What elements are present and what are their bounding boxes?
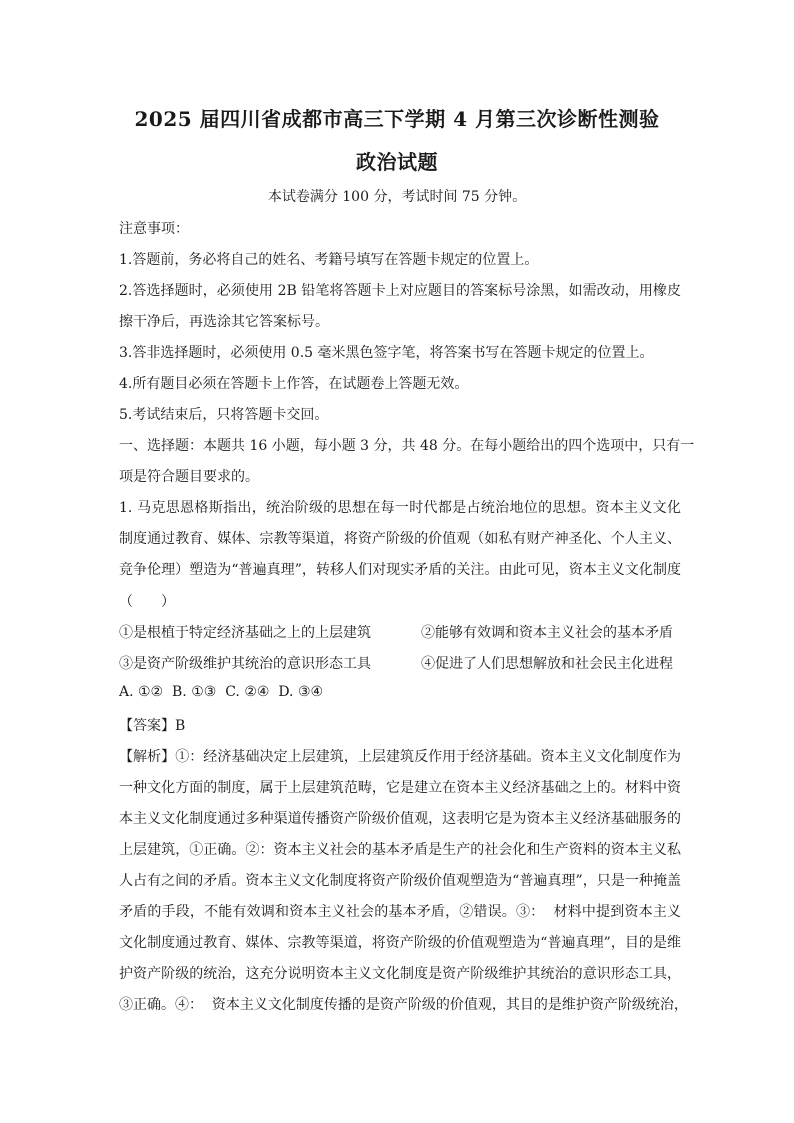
section-heading: 一、选择题：本题共 16 小题，每小题 3 分，共 48 分。在每小题给出的四个选项中，只有一 (119, 438, 695, 454)
statement-option: ④促进了人们思想解放和社会民主化进程 (421, 656, 673, 672)
notice-item-continued: 擦干净后，再选涂其它答案标号。 (119, 314, 329, 330)
analysis-line: 矛盾的手段，不能有效调和资本主义社会的基本矛盾，②错误。③： 材料中提到资本主义 (119, 904, 681, 920)
analysis-line: 本主义文化制度通过多种渠道传播资产阶级价值观，这表明它是为资本主义经济基础服务的 (119, 811, 681, 827)
document-subtitle: 政治试题 (356, 150, 438, 174)
analysis-line: ③正确。④： 资本主义文化制度传播的是资产阶级的价值观，其目的是维护资产阶级统治， (119, 997, 688, 1013)
analysis-line: 上层建筑，①正确。②：资本主义社会的基本矛盾是生产的社会化和生产资料的资本主义私 (119, 842, 681, 858)
question-stem: 竞争伦理）塑造为“普遍真理”，转移人们对现实矛盾的关注。由此可见，资本主义文化制度 (119, 562, 681, 578)
notice-item: 2.答选择题时，必须使用 2B 铅笔将答题卡上对应题目的答案标号涂黑，如需改动，用橡皮 (119, 283, 681, 299)
question-stem: 制度通过教育、媒体、宗教等渠道，将资产阶级的价值观（如私有财产神圣化、个人主义、 (119, 531, 681, 547)
analysis-line: 【解析】①：经济基础决定上层建筑，上层建筑反作用于经济基础。资本主义文化制度作为 (119, 749, 681, 765)
notice-item: 1.答题前，务必将自己的姓名、考籍号填写在答题卡规定的位置上。 (119, 252, 539, 268)
document-title: 2025 届四川省成都市高三下学期 4 月第三次诊断性测验 (134, 107, 660, 131)
analysis-line: 一种文化方面的制度，属于上层建筑范畴，它是建立在资本主义经济基础之上的。材料中资 (119, 780, 681, 796)
section-heading-continued: 项是符合题目要求的。 (119, 469, 259, 485)
answer-blank: （ ） (119, 594, 175, 610)
notice-item: 5.考试结束后，只将答题卡交回。 (119, 407, 329, 423)
notice-item: 3.答非选择题时，必须使用 0.5 毫米黑色签字笔，将答案书写在答题卡规定的位置上。 (119, 345, 654, 361)
notice-item: 4.所有题目必须在答题卡上作答，在试题卷上答题无效。 (119, 376, 469, 392)
question-stem: 1. 马克思恩格斯指出，统治阶级的思想在每一时代都是占统治地位的思想。资本主义文化 (119, 500, 681, 516)
analysis-line: 文化制度通过教育、媒体、宗教等渠道，将资产阶级的价值观塑造为“普遍真理”，目的是维 (119, 935, 681, 951)
answer-choices: A. ①② B. ①③ C. ②④ D. ③④ (119, 684, 324, 700)
statement-option: ③是资产阶级维护其统治的意识形态工具 (119, 656, 371, 672)
answer-label: 【答案】B (119, 718, 186, 734)
statement-option: ②能够有效调和资本主义社会的基本矛盾 (421, 625, 673, 641)
notice-heading: 注意事项： (119, 221, 189, 237)
analysis-line: 人占有之间的矛盾。资本主义文化制度将资产阶级价值观塑造为“普遍真理”，只是一种掩盖 (119, 873, 681, 889)
exam-info: 本试卷满分 100 分，考试时间 75 分钟。 (267, 189, 527, 205)
statement-option: ①是根植于特定经济基础之上的上层建筑 (119, 625, 371, 641)
analysis-line: 护资产阶级的统治，这充分说明资本主义文化制度是资产阶级维护其统治的意识形态工具， (119, 966, 681, 982)
